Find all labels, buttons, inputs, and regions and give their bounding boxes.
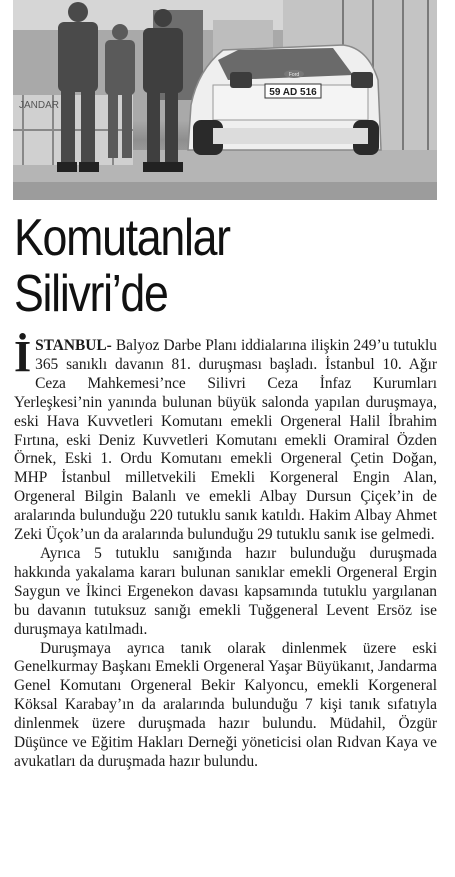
license-plate-text: 59 AD 516: [269, 87, 317, 98]
article-paragraph-3: Duruşmaya ayrıca tanık olarak dinlenmek üzere eski Genelkurmay Başkanı Emekli Orgeneral Yaşar Büyükanıt, Jandarma Genel Komutanı Orgeneral Bekir Kalyoncu, emekli Korgeneral Köksal Karabay’ın da aralarında bulunduğu 7 kişi tanık sıfatıyla dinlenmek üzere duruşmada hazır bulundu. Müdahil, Özgür Düşünce ve Eğitim Hakları Derneği yöneticisi olan Rıdvan Kaya ve avukatları da duruşmada hazır bulundu.: [14, 639, 437, 770]
car-badge-text: Ford: [288, 72, 300, 78]
headline-line-2: Silivri’de: [14, 265, 168, 323]
gendarmes-and-car-illustration: [13, 0, 437, 200]
dateline: STANBUL-: [35, 337, 112, 354]
paragraph-1-text: Balyoz Darbe Planı iddialarına ilişkin 249’u tutuklu 365 sanıklı davanın 81. duruşması başladı. İstanbul 10. Ağır Ceza Mahkemesi’nce Silivri Ceza İnfaz Kurumları Yerleşkesi’nin yanında bulunan büyük salonda yapılan duruşmaya, eski Hava Kuvvetleri Komutanı emekli Orgeneral Halil İbrahim Fırtına, eski Deniz Kuvvetleri Komutanı emekli Oramiral Özden Örnek, Eski 1. Ordu Komutanı emekli Orgeneral Çetin Doğan, MHP İstanbul milletvekili Emekli Korgeneral Engin Alan, Orgeneral Bilgin Balanlı ve emekli Albay Dursun Çiçek’in de aralarında bulunduğu 220 tutuklu sanık katıldı. Hakim Albay Ahmet Zeki Üçok’un da aralarında bulunduğu 29 tutuklu sanık ise gelmedi.: [14, 337, 437, 544]
article-paragraph-2: Ayrıca 5 tutuklu sanığında hazır bulunduğu duruşmada hakkında yakalama kararı bulunan sanıklar emekli Orgeneral Ergin Saygun ve İkinci Ergenekon davası kapsamında tutuklu yargılanan bu davanın tutuksuz sanığı emekli Tuğgeneral Levent Ersöz ise duruşmaya katılmadı.: [14, 544, 437, 638]
drop-cap: İ: [14, 332, 32, 381]
article-paragraph-1: [14, 332, 437, 545]
headline: [14, 210, 384, 322]
headline-line-1: Komutanlar: [14, 209, 230, 267]
photo-sign-text: JANDAR: [19, 100, 60, 111]
news-photo: [13, 0, 437, 200]
article-body: [14, 332, 437, 772]
